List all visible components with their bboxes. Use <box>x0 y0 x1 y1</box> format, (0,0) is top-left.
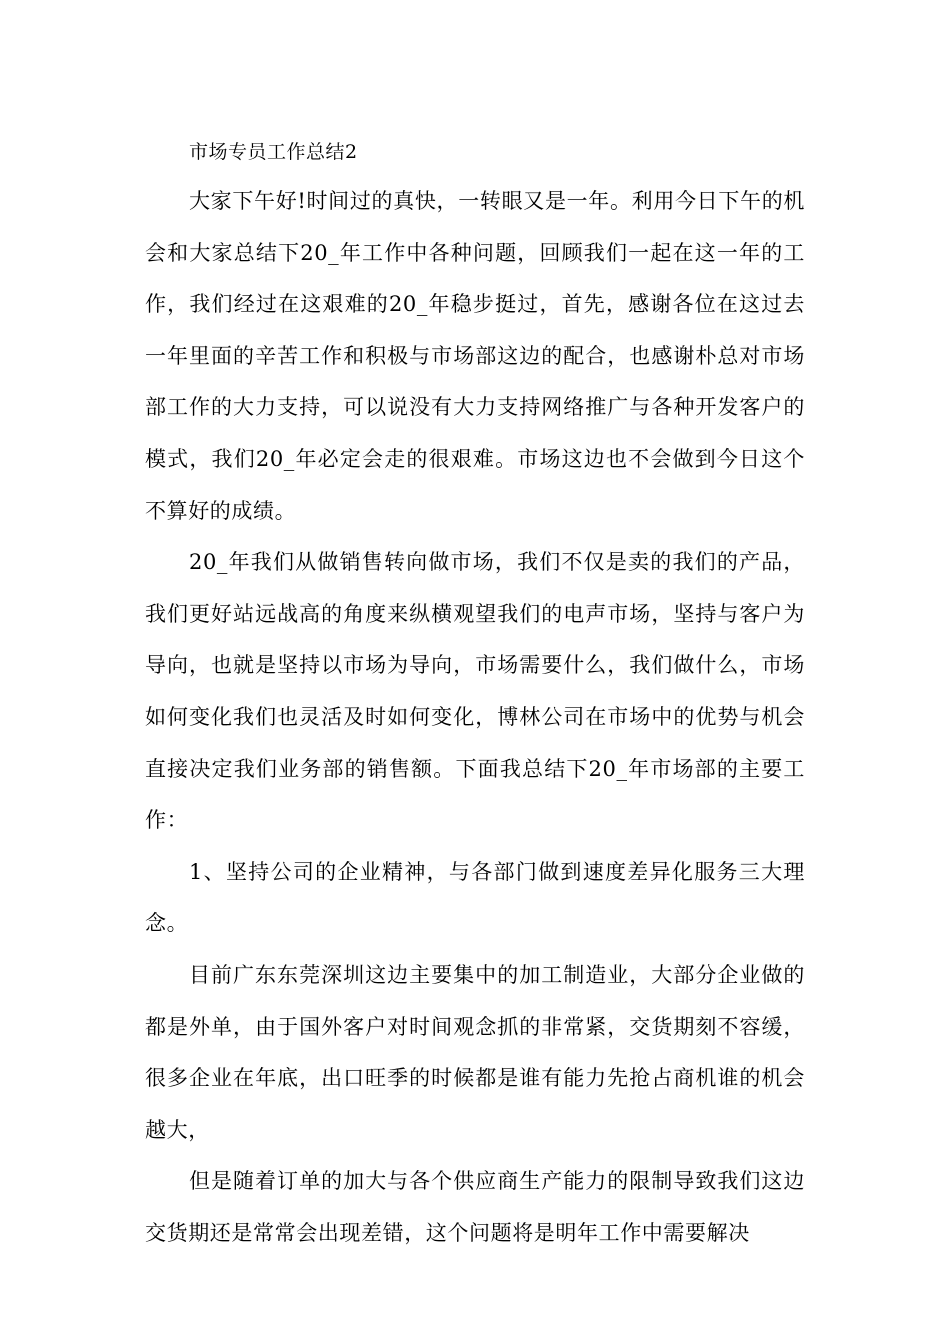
paragraph-delivery-issues: 但是随着订单的加大与各个供应商生产能力的限制导致我们这边交货期还是常常会出现差错，这个问题将是明年工作中需要解决 <box>145 1169 805 1245</box>
paragraph-greeting: 大家下午好!时间过的真快，一转眼又是一年。利用今日下午的机会和大家总结下20_年工作中各种问题，回顾我们一起在这一年的工作，我们经过在这艰难的20_年稳步挺过，首先，感谢各位在这过去一年里面的辛苦工作和积极与市场部这边的配合，也感谢朴总对市场部工作的大力支持，可以说没有大力支持网络推广与各种开发客户的模式，我们20_年必定会走的很艰难。市场这边也不会做到今日这个不算好的成绩。 <box>145 189 805 523</box>
paragraph-market-shift: 20_年我们从做销售转向做市场，我们不仅是卖的我们的产品，我们更好站远战高的角度来纵横观望我们的电声市场，坚持与客户为导向，也就是坚持以市场为导向，市场需要什么，我们做什么，市场如何变化我们也灵活及时如何变化，博林公司在市场中的优势与机会直接决定我们业务部的销售额。下面我总结下20_年市场部的主要工作： <box>145 550 805 833</box>
paragraph-item-1: 1、坚持公司的企业精神，与各部门做到速度差异化服务三大理念。 <box>145 859 805 936</box>
document-body <box>145 128 805 1259</box>
paragraph-manufacturing: 目前广东东莞深圳这边主要集中的加工制造业，大部分企业做的都是外单，由于国外客户对时间观念抓的非常紧，交货期刻不容缓，很多企业在年底，出口旺季的时候都是谁有能力先抢占商机谁的机会越大， <box>145 962 805 1142</box>
document-title: 市场专员工作总结2 <box>189 141 358 163</box>
